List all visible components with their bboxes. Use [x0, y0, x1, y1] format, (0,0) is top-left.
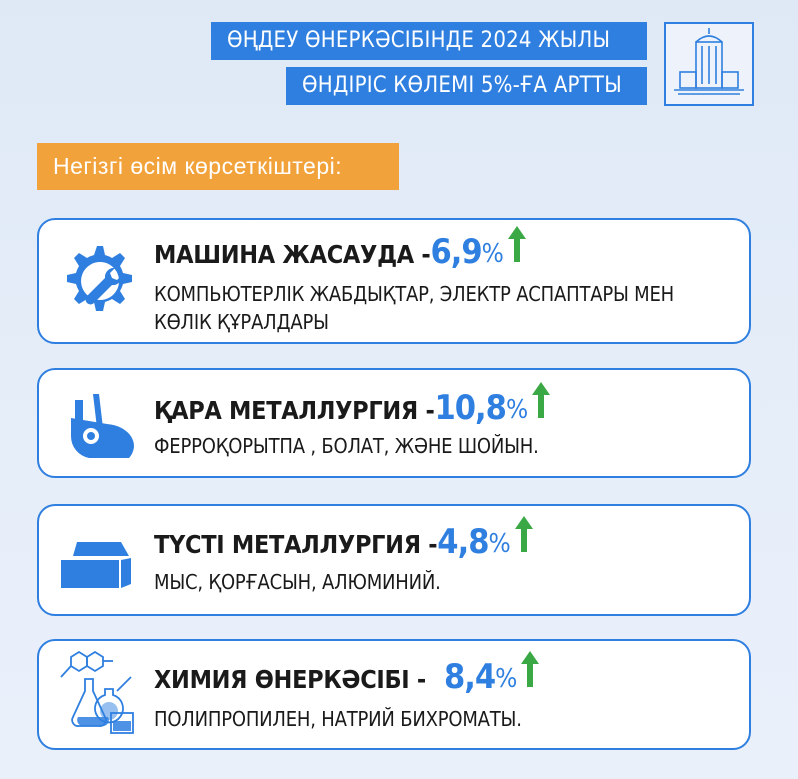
item-unit: %: [495, 664, 518, 694]
government-building-icon: [664, 22, 754, 106]
item-description: МЫС, ҚОРҒАСЫН, АЛЮМИНИЙ.: [154, 570, 441, 594]
item-heading: [154, 226, 526, 270]
ladle-pour-icon: [57, 388, 137, 469]
card-machine-building: [37, 218, 751, 344]
item-description: ПОЛИПРОПИЛЕН, НАТРИЙ БИХРОМАТЫ.: [154, 707, 522, 731]
item-heading: [154, 651, 539, 695]
item-heading: [154, 382, 550, 426]
item-name: ҚАРА МЕТАЛЛУРГИЯ -: [154, 396, 435, 425]
item-heading: [154, 516, 533, 560]
title-line-1: ӨҢДЕУ ӨНЕРКӘСІБІНДЕ 2024 ЖЫЛЫ: [211, 22, 647, 60]
item-unit: %: [488, 529, 511, 559]
item-value: 8,4: [443, 657, 496, 697]
card-nonferrous-metallurgy: [37, 504, 751, 616]
item-description: ФЕРРОҚОРЫТПА , БОЛАТ, ЖӘНЕ ШОЙЫН.: [154, 434, 539, 458]
item-name: ХИМИЯ ӨНЕРКӘСІБІ -: [154, 665, 426, 694]
key-growth-indicators-badge: Негізгі өсім көрсеткіштері:: [37, 143, 399, 190]
item-value: 6,9: [430, 232, 482, 272]
item-value: 10,8: [434, 388, 506, 428]
item-unit: %: [505, 395, 529, 425]
up-arrow-icon: [515, 516, 533, 557]
item-name: МАШИНА ЖАСАУДА -: [154, 240, 431, 269]
card-chemical-industry: [37, 639, 751, 750]
item-description-line2: КӨЛІК ҚҰРАЛДАРЫ: [154, 310, 329, 334]
item-description: КОМПЬЮТЕРЛІК ЖАБДЫҚТАР, ЭЛЕКТР АСПАПТАРЫ МЕН: [154, 282, 675, 306]
item-unit: %: [481, 239, 504, 269]
up-arrow-icon: [521, 651, 539, 692]
title-line-2: ӨНДІРІС КӨЛЕМІ 5%-ҒА АРТТЫ: [286, 67, 647, 105]
metal-ingot-icon: [57, 534, 137, 599]
up-arrow-icon: [532, 382, 550, 423]
gear-wrench-icon: [57, 240, 137, 327]
item-name: ТҮСТІ МЕТАЛЛУРГИЯ -: [154, 530, 438, 559]
item-value: 4,8: [437, 522, 489, 562]
card-ferrous-metallurgy: [37, 368, 751, 478]
chemistry-flask-icon: [57, 651, 139, 748]
up-arrow-icon: [508, 226, 526, 267]
